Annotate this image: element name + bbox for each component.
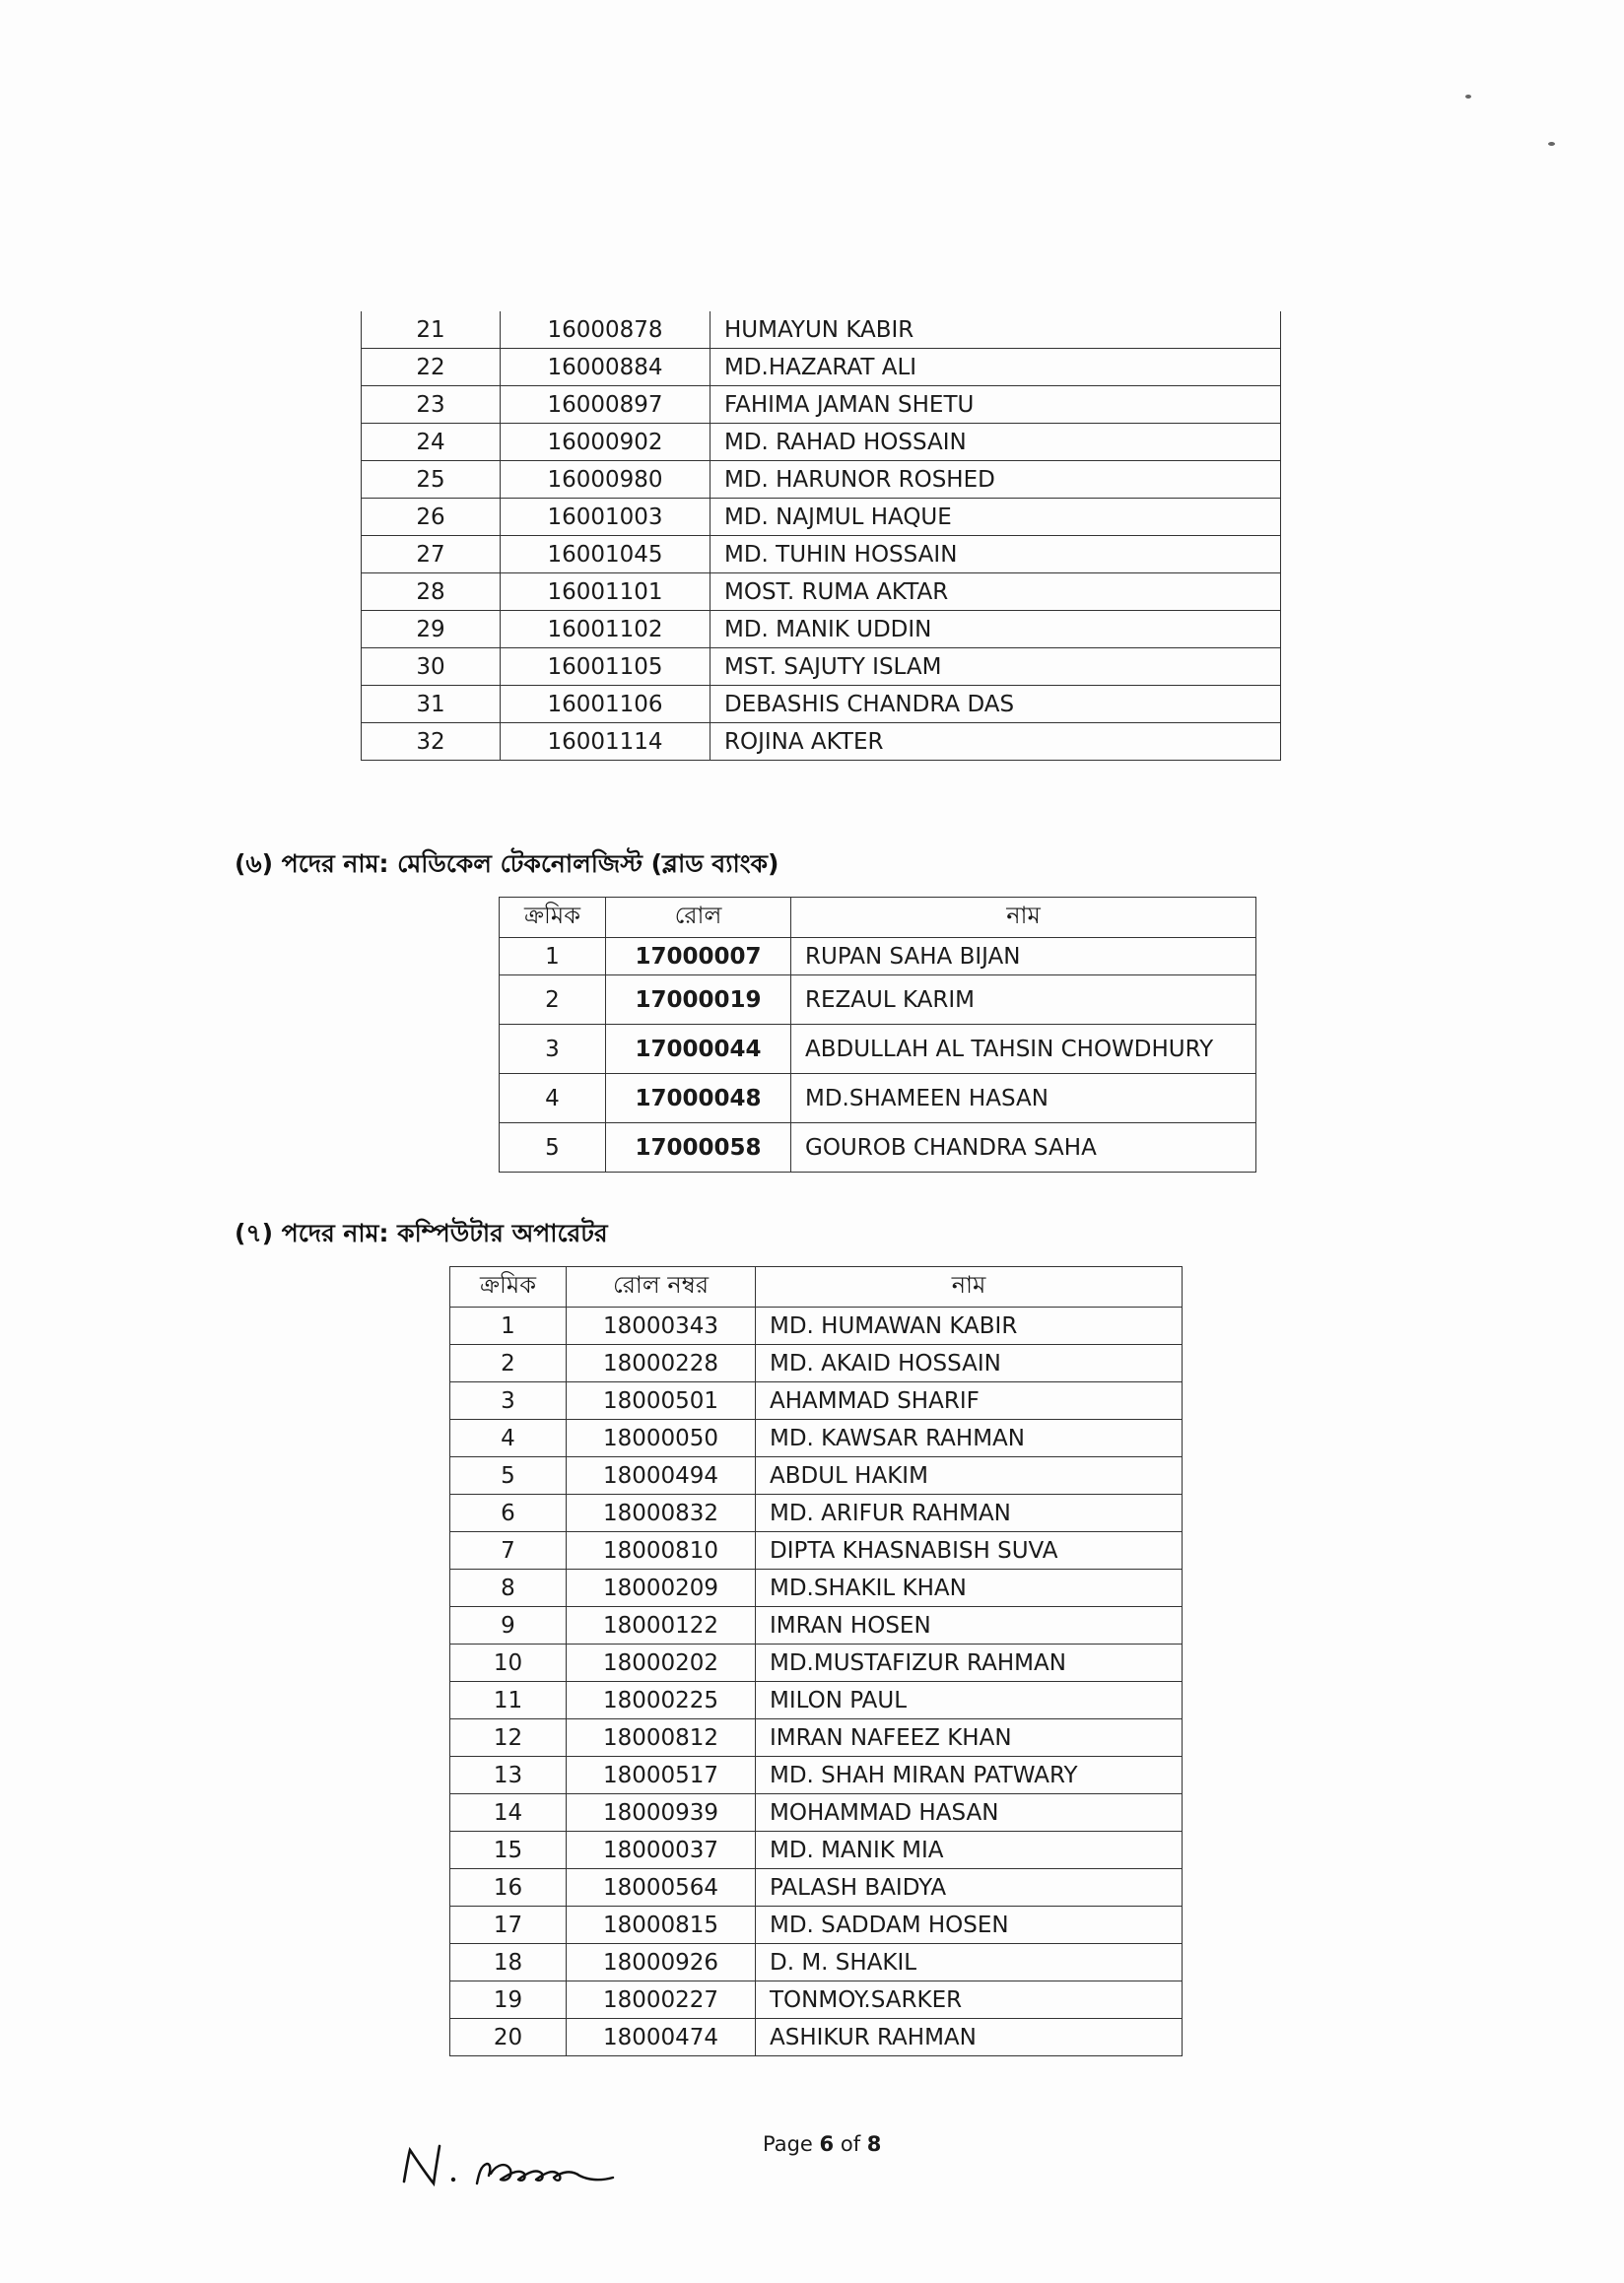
table-header: [500, 898, 1256, 938]
page-of: of: [840, 2132, 861, 2156]
table-row: [362, 573, 1281, 611]
serial-cell: 16: [450, 1869, 567, 1907]
serial-cell: 20: [450, 2019, 567, 2056]
serial-cell: 14: [450, 1794, 567, 1832]
page-number: [763, 2132, 881, 2156]
table-row: [362, 311, 1281, 349]
roll-cell: 16001003: [501, 499, 710, 536]
serial-cell: 15: [450, 1832, 567, 1869]
roll-cell: 18000037: [567, 1832, 756, 1869]
table-row: [450, 1495, 1183, 1532]
table-row: [450, 1832, 1183, 1869]
roll-cell: 18000832: [567, 1495, 756, 1532]
table-row: [500, 938, 1256, 975]
table-row: [362, 536, 1281, 573]
name-cell: MD.HAZARAT ALI: [710, 349, 1281, 386]
table-row: [450, 1532, 1183, 1570]
table-row: [450, 1682, 1183, 1719]
table-row: [450, 1457, 1183, 1495]
scan-speck: [1465, 95, 1471, 99]
serial-cell: 4: [500, 1074, 606, 1123]
roll-cell: 18000228: [567, 1345, 756, 1382]
header-name: নাম: [791, 898, 1256, 938]
name-cell: MD. ARIFUR RAHMAN: [756, 1495, 1183, 1532]
header-roll: রোল: [606, 898, 791, 938]
name-cell: IMRAN NAFEEZ KHAN: [756, 1719, 1183, 1757]
roll-cell: 16001102: [501, 611, 710, 648]
roll-cell: 16000897: [501, 386, 710, 424]
computer-operator-table: [449, 1266, 1183, 2056]
serial-cell: 29: [362, 611, 501, 648]
scan-speck: [1548, 142, 1555, 146]
header-name: নাম: [756, 1267, 1183, 1308]
table-row: [362, 611, 1281, 648]
name-cell: ROJINA AKTER: [710, 723, 1281, 761]
serial-cell: 2: [500, 975, 606, 1025]
serial-cell: 23: [362, 386, 501, 424]
name-cell: MD. SHAH MIRAN PATWARY: [756, 1757, 1183, 1794]
name-cell: MST. SAJUTY ISLAM: [710, 648, 1281, 686]
table-row: [362, 386, 1281, 424]
serial-cell: 7: [450, 1532, 567, 1570]
header-roll: রোল নম্বর: [567, 1267, 756, 1308]
roll-cell: 18000343: [567, 1308, 756, 1345]
roll-cell: 17000058: [606, 1123, 791, 1173]
roll-cell: 17000048: [606, 1074, 791, 1123]
roll-cell: 18000202: [567, 1645, 756, 1682]
name-cell: ASHIKUR RAHMAN: [756, 2019, 1183, 2056]
table-row: [450, 1757, 1183, 1794]
roll-cell: 16001105: [501, 648, 710, 686]
table-row: [500, 1025, 1256, 1074]
serial-cell: 32: [362, 723, 501, 761]
name-cell: D. M. SHAKIL: [756, 1944, 1183, 1981]
name-cell: MOHAMMAD HASAN: [756, 1794, 1183, 1832]
roll-cell: 18000494: [567, 1457, 756, 1495]
table-row: [450, 1907, 1183, 1944]
table-row: [450, 1382, 1183, 1420]
name-cell: ABDULLAH AL TAHSIN CHOWDHURY: [791, 1025, 1256, 1074]
roll-cell: 18000474: [567, 2019, 756, 2056]
roll-cell: 16000878: [501, 311, 710, 349]
serial-cell: 22: [362, 349, 501, 386]
serial-cell: 28: [362, 573, 501, 611]
name-cell: ABDUL HAKIM: [756, 1457, 1183, 1495]
table-row: [450, 1869, 1183, 1907]
table-body: [450, 1308, 1183, 2056]
roll-cell: 18000122: [567, 1607, 756, 1645]
roll-cell: 16001045: [501, 536, 710, 573]
serial-cell: 3: [500, 1025, 606, 1074]
serial-cell: 12: [450, 1719, 567, 1757]
table-body: [362, 311, 1281, 761]
roll-cell: 18000209: [567, 1570, 756, 1607]
table-row: [362, 461, 1281, 499]
table-row: [450, 2019, 1183, 2056]
table-row: [450, 1944, 1183, 1981]
serial-cell: 3: [450, 1382, 567, 1420]
name-cell: MD. TUHIN HOSSAIN: [710, 536, 1281, 573]
roll-cell: 17000044: [606, 1025, 791, 1074]
roll-cell: 17000019: [606, 975, 791, 1025]
name-cell: MD. KAWSAR RAHMAN: [756, 1420, 1183, 1457]
name-cell: MD.MUSTAFIZUR RAHMAN: [756, 1645, 1183, 1682]
roll-cell: 17000007: [606, 938, 791, 975]
roll-cell: 18000812: [567, 1719, 756, 1757]
serial-cell: 9: [450, 1607, 567, 1645]
table-row: [450, 1981, 1183, 2019]
name-cell: DEBASHIS CHANDRA DAS: [710, 686, 1281, 723]
roll-cell: 18000501: [567, 1382, 756, 1420]
roll-cell: 18000225: [567, 1682, 756, 1719]
name-cell: MD.SHAKIL KHAN: [756, 1570, 1183, 1607]
name-cell: RUPAN SAHA BIJAN: [791, 938, 1256, 975]
serial-cell: 18: [450, 1944, 567, 1981]
name-cell: MD. SADDAM HOSEN: [756, 1907, 1183, 1944]
roll-cell: 16001101: [501, 573, 710, 611]
signature-image: [396, 2140, 692, 2199]
serial-cell: 25: [362, 461, 501, 499]
name-cell: MD. MANIK UDDIN: [710, 611, 1281, 648]
candidate-table-continued: [361, 311, 1281, 761]
name-cell: PALASH BAIDYA: [756, 1869, 1183, 1907]
name-cell: MD. HUMAWAN KABIR: [756, 1308, 1183, 1345]
section-6-heading: (৬) পদের নাম: মেডিকেল টেকনোলজিস্ট (ব্লাড ব্যাংক): [235, 849, 779, 878]
table-row: [450, 1308, 1183, 1345]
table-row: [362, 686, 1281, 723]
roll-cell: 18000564: [567, 1869, 756, 1907]
table-row: [450, 1645, 1183, 1682]
roll-cell: 16000980: [501, 461, 710, 499]
name-cell: IMRAN HOSEN: [756, 1607, 1183, 1645]
roll-cell: 18000227: [567, 1981, 756, 2019]
serial-cell: 6: [450, 1495, 567, 1532]
serial-cell: 19: [450, 1981, 567, 2019]
name-cell: MILON PAUL: [756, 1682, 1183, 1719]
serial-cell: 26: [362, 499, 501, 536]
serial-cell: 17: [450, 1907, 567, 1944]
serial-cell: 31: [362, 686, 501, 723]
roll-cell: 18000050: [567, 1420, 756, 1457]
serial-cell: 27: [362, 536, 501, 573]
serial-cell: 1: [500, 938, 606, 975]
page-total: 8: [866, 2132, 882, 2156]
serial-cell: 30: [362, 648, 501, 686]
serial-cell: 2: [450, 1345, 567, 1382]
page-label: Page: [763, 2132, 813, 2156]
roll-cell: 18000926: [567, 1944, 756, 1981]
roll-cell: 16000884: [501, 349, 710, 386]
section-7-heading: (৭) পদের নাম: কম্পিউটার অপারেটর: [235, 1219, 608, 1247]
name-cell: TONMOY.SARKER: [756, 1981, 1183, 2019]
table-body: [500, 938, 1256, 1173]
table-header: [450, 1267, 1183, 1308]
serial-cell: 13: [450, 1757, 567, 1794]
name-cell: AHAMMAD SHARIF: [756, 1382, 1183, 1420]
serial-cell: 5: [500, 1123, 606, 1173]
table-row: [450, 1570, 1183, 1607]
header-serial: ক্রমিক: [500, 898, 606, 938]
table-row: [500, 1123, 1256, 1173]
table-row: [500, 975, 1256, 1025]
table-row: [450, 1607, 1183, 1645]
table-row: [500, 1074, 1256, 1123]
table-row: [362, 424, 1281, 461]
name-cell: FAHIMA JAMAN SHETU: [710, 386, 1281, 424]
serial-cell: 1: [450, 1308, 567, 1345]
name-cell: MD. RAHAD HOSSAIN: [710, 424, 1281, 461]
name-cell: MD. AKAID HOSSAIN: [756, 1345, 1183, 1382]
name-cell: REZAUL KARIM: [791, 975, 1256, 1025]
name-cell: MD. HARUNOR ROSHED: [710, 461, 1281, 499]
name-cell: GOUROB CHANDRA SAHA: [791, 1123, 1256, 1173]
name-cell: DIPTA KHASNABISH SUVA: [756, 1532, 1183, 1570]
roll-cell: 16000902: [501, 424, 710, 461]
table-row: [450, 1719, 1183, 1757]
serial-cell: 8: [450, 1570, 567, 1607]
roll-cell: 18000939: [567, 1794, 756, 1832]
page-current: 6: [819, 2132, 835, 2156]
header-serial: ক্রমিক: [450, 1267, 567, 1308]
medical-technologist-table: [499, 897, 1256, 1173]
table-row: [362, 723, 1281, 761]
roll-cell: 18000810: [567, 1532, 756, 1570]
name-cell: HUMAYUN KABIR: [710, 311, 1281, 349]
table-row: [362, 349, 1281, 386]
table-row: [362, 499, 1281, 536]
name-cell: MD. NAJMUL HAQUE: [710, 499, 1281, 536]
roll-cell: 18000517: [567, 1757, 756, 1794]
serial-cell: 5: [450, 1457, 567, 1495]
serial-cell: 11: [450, 1682, 567, 1719]
table-row: [450, 1420, 1183, 1457]
serial-cell: 21: [362, 311, 501, 349]
serial-cell: 4: [450, 1420, 567, 1457]
serial-cell: 24: [362, 424, 501, 461]
name-cell: MD.SHAMEEN HASAN: [791, 1074, 1256, 1123]
name-cell: MOST. RUMA AKTAR: [710, 573, 1281, 611]
name-cell: MD. MANIK MIA: [756, 1832, 1183, 1869]
table-row: [362, 648, 1281, 686]
roll-cell: 16001106: [501, 686, 710, 723]
roll-cell: 18000815: [567, 1907, 756, 1944]
roll-cell: 16001114: [501, 723, 710, 761]
serial-cell: 10: [450, 1645, 567, 1682]
table-row: [450, 1345, 1183, 1382]
table-row: [450, 1794, 1183, 1832]
